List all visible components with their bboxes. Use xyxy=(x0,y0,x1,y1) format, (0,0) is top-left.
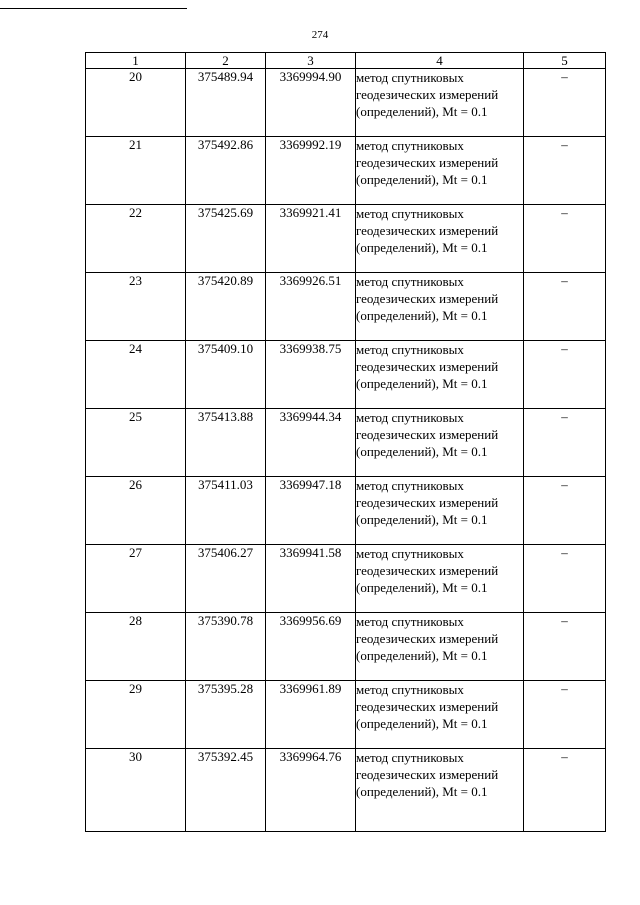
method-cell xyxy=(356,341,524,409)
table-row xyxy=(86,613,606,681)
note-dash: – xyxy=(561,69,568,84)
point-number: 20 xyxy=(86,69,186,137)
point-number: 27 xyxy=(86,545,186,613)
table-row xyxy=(86,69,606,137)
coordinate-x: 375413.88 xyxy=(186,409,266,477)
method-cell xyxy=(356,749,524,832)
method-cell xyxy=(356,273,524,341)
table-row xyxy=(86,205,606,273)
coordinate-y: 3369926.51 xyxy=(266,273,356,341)
coordinate-x: 375392.45 xyxy=(186,749,266,832)
note-cell xyxy=(524,545,606,613)
table-row xyxy=(86,273,606,341)
top-rule xyxy=(0,8,187,9)
coordinate-y: 3369956.69 xyxy=(266,613,356,681)
point-number: 30 xyxy=(86,749,186,832)
point-number: 28 xyxy=(86,613,186,681)
note-cell xyxy=(524,409,606,477)
header-cell-2: 2 xyxy=(186,53,266,69)
note-cell xyxy=(524,69,606,137)
note-dash: – xyxy=(561,273,568,288)
coordinates-table xyxy=(85,52,606,832)
method-text: метод спутниковых геодезических измерений (определений), Mt = 0.1 xyxy=(356,274,499,323)
table-row xyxy=(86,341,606,409)
method-cell xyxy=(356,613,524,681)
table-row xyxy=(86,681,606,749)
method-cell xyxy=(356,545,524,613)
coordinate-x: 375425.69 xyxy=(186,205,266,273)
method-cell xyxy=(356,477,524,545)
method-cell xyxy=(356,205,524,273)
note-cell xyxy=(524,477,606,545)
method-text: метод спутниковых геодезических измерений (определений), Mt = 0.1 xyxy=(356,138,499,187)
coordinate-y: 3369944.34 xyxy=(266,409,356,477)
point-number: 22 xyxy=(86,205,186,273)
method-text: метод спутниковых геодезических измерений (определений), Mt = 0.1 xyxy=(356,70,499,119)
method-cell xyxy=(356,409,524,477)
note-cell xyxy=(524,749,606,832)
note-dash: – xyxy=(561,545,568,560)
page-number: 274 xyxy=(311,29,329,41)
header-cell-3: 3 xyxy=(266,53,356,69)
coordinate-x: 375395.28 xyxy=(186,681,266,749)
point-number: 29 xyxy=(86,681,186,749)
table-row xyxy=(86,749,606,832)
header-cell-1: 1 xyxy=(86,53,186,69)
note-dash: – xyxy=(561,681,568,696)
method-cell xyxy=(356,681,524,749)
coordinate-y: 3369961.89 xyxy=(266,681,356,749)
coordinate-y: 3369941.58 xyxy=(266,545,356,613)
coordinate-x: 375406.27 xyxy=(186,545,266,613)
table-row xyxy=(86,477,606,545)
note-cell xyxy=(524,137,606,205)
coordinate-x: 375409.10 xyxy=(186,341,266,409)
coordinate-x: 375492.86 xyxy=(186,137,266,205)
coordinate-y: 3369994.90 xyxy=(266,69,356,137)
method-text: метод спутниковых геодезических измерений (определений), Mt = 0.1 xyxy=(356,614,499,663)
coordinate-y: 3369992.19 xyxy=(266,137,356,205)
note-dash: – xyxy=(561,477,568,492)
method-cell xyxy=(356,137,524,205)
header-cell-4: 4 xyxy=(356,53,524,69)
table-row xyxy=(86,545,606,613)
method-text: метод спутниковых геодезических измерений (определений), Mt = 0.1 xyxy=(356,206,499,255)
point-number: 23 xyxy=(86,273,186,341)
method-text: метод спутниковых геодезических измерений (определений), Mt = 0.1 xyxy=(356,546,499,595)
note-dash: – xyxy=(561,409,568,424)
note-dash: – xyxy=(561,341,568,356)
table-row xyxy=(86,137,606,205)
note-cell xyxy=(524,205,606,273)
header-cell-5: 5 xyxy=(524,53,606,69)
note-cell xyxy=(524,273,606,341)
point-number: 26 xyxy=(86,477,186,545)
method-text: метод спутниковых геодезических измерений (определений), Mt = 0.1 xyxy=(356,342,499,391)
coordinate-y: 3369938.75 xyxy=(266,341,356,409)
coordinate-x: 375489.94 xyxy=(186,69,266,137)
point-number: 24 xyxy=(86,341,186,409)
method-text: метод спутниковых геодезических измерений (определений), Mt = 0.1 xyxy=(356,682,499,731)
coordinate-y: 3369964.76 xyxy=(266,749,356,832)
table-row xyxy=(86,409,606,477)
note-dash: – xyxy=(561,749,568,764)
method-text: метод спутниковых геодезических измерений (определений), Mt = 0.1 xyxy=(356,750,499,799)
note-dash: – xyxy=(561,613,568,628)
coordinate-y: 3369947.18 xyxy=(266,477,356,545)
note-dash: – xyxy=(561,205,568,220)
note-cell xyxy=(524,681,606,749)
coordinate-x: 375390.78 xyxy=(186,613,266,681)
method-cell xyxy=(356,69,524,137)
method-text: метод спутниковых геодезических измерений (определений), Mt = 0.1 xyxy=(356,478,499,527)
coordinate-x: 375411.03 xyxy=(186,477,266,545)
note-cell xyxy=(524,341,606,409)
point-number: 21 xyxy=(86,137,186,205)
note-cell xyxy=(524,613,606,681)
header-row xyxy=(86,53,606,69)
note-dash: – xyxy=(561,137,568,152)
method-text: метод спутниковых геодезических измерений (определений), Mt = 0.1 xyxy=(356,410,499,459)
table-body xyxy=(86,53,606,832)
coordinate-x: 375420.89 xyxy=(186,273,266,341)
coordinate-y: 3369921.41 xyxy=(266,205,356,273)
point-number: 25 xyxy=(86,409,186,477)
